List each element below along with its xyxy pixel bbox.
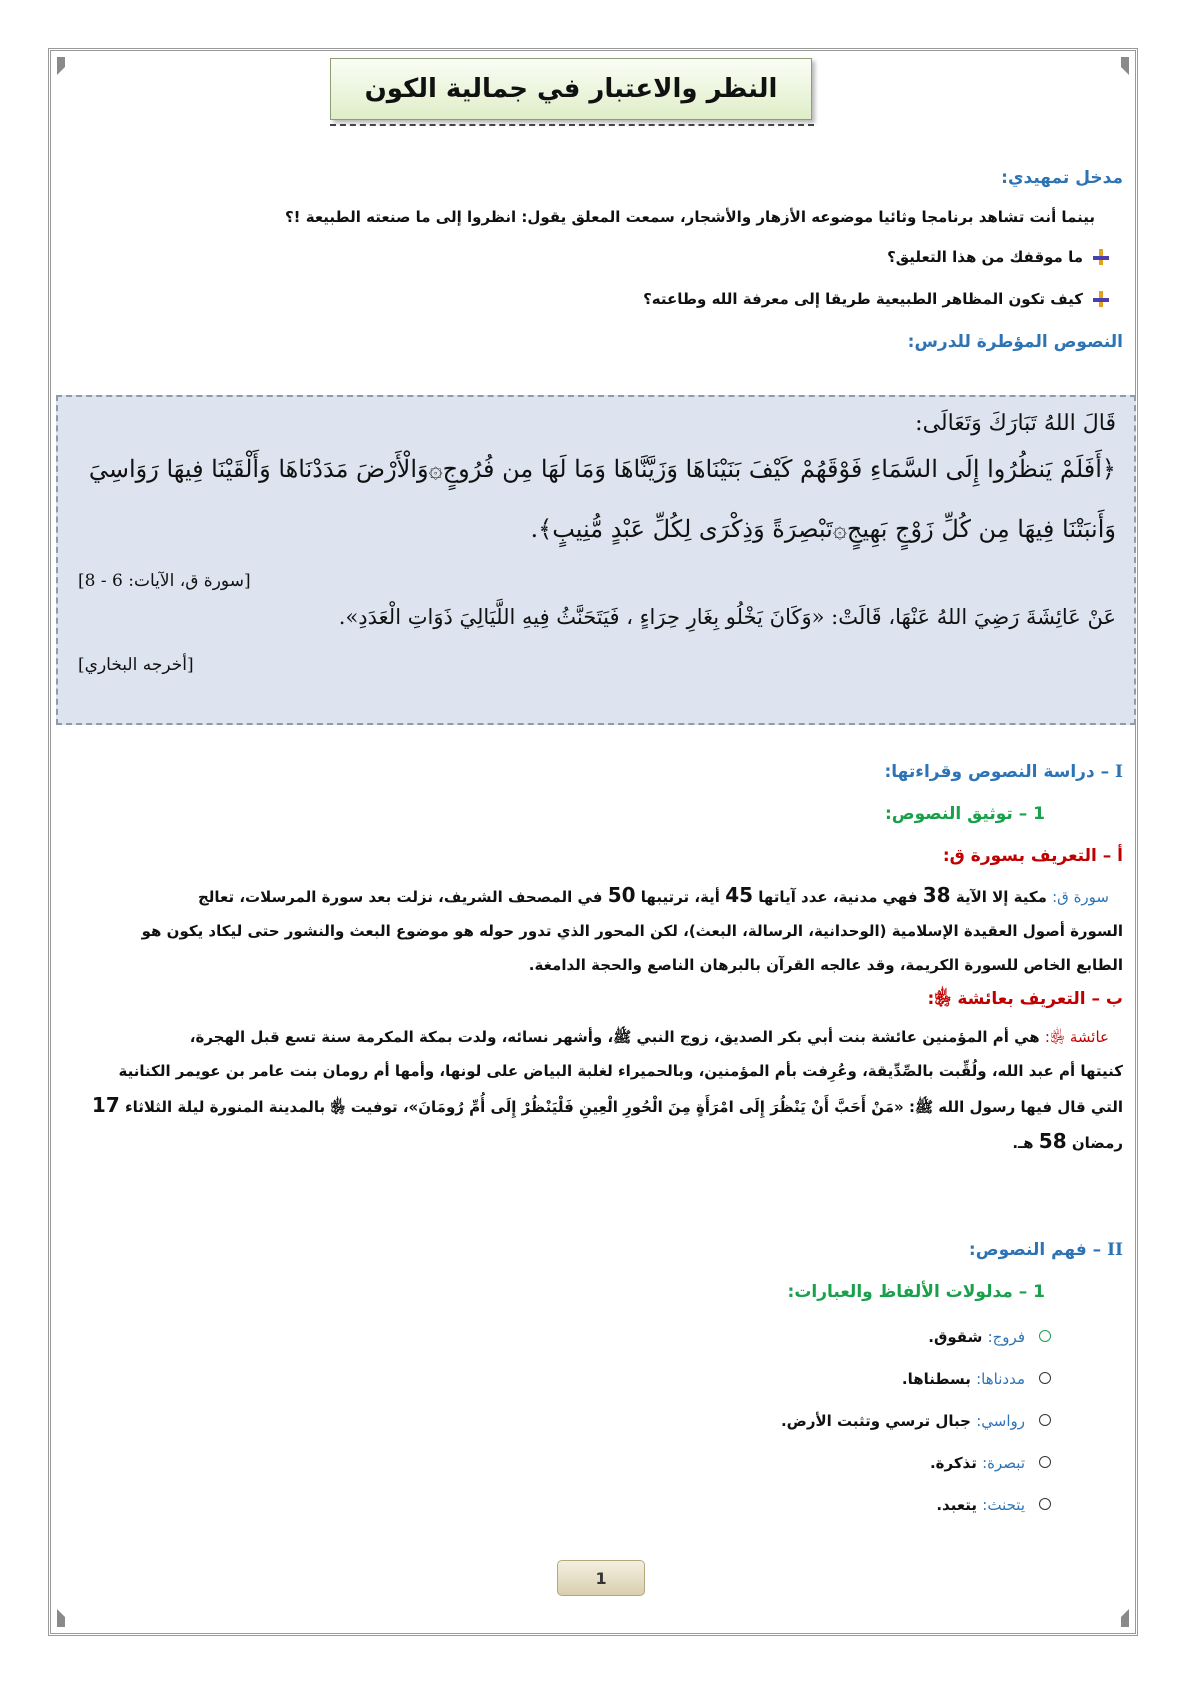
- intro-heading: مدخل تمهيدي:: [1001, 168, 1123, 188]
- verse-reference: [سورة ق، الآيات: 6 - 8]: [78, 571, 251, 591]
- aisha-heading: ب – التعريف بعائشة ﵂:: [927, 989, 1123, 1009]
- vocab-item: تبصرة: تذكرة.: [930, 1454, 1051, 1472]
- circle-bullet-icon: [1039, 1330, 1051, 1342]
- subsection-heading: 1 – توثيق النصوص:: [884, 804, 1045, 824]
- verse-line: ﴿أَفَلَمْ يَنظُرُوا إِلَى السَّمَاءِ فَوْقَهُمْ كَيْفَ بَنَيْنَاهَا وَزَيَّنَّاهَا وَمَا لَهَا مِن فُرُوجٍ۞وَالْأَرْضَ مَدَدْنَاهَا وَأَلْقَيْنَا فِيهَا رَوَاسِيَ: [88, 455, 1116, 483]
- verse-line: وَأَنبَتْنَا فِيهَا مِن كُلِّ زَوْجٍ بَهِيجٍ۞تَبْصِرَةً وَذِكْرَى لِكُلِّ عَبْدٍ مُّنِيبٍ﴾.: [530, 515, 1116, 543]
- intro-text: بينما أنت تشاهد برنامجا وثائيا موضوعه الأزهار والأشجار، سمعت المعلق يقول: انظروا إلى ما صنعته الطبيعة !؟: [284, 208, 1095, 226]
- frame-corner: [57, 57, 75, 75]
- page-frame: [48, 48, 1138, 1636]
- vocab-item: مددناها: بسطناها.: [902, 1370, 1051, 1388]
- circle-bullet-icon: [1039, 1372, 1051, 1384]
- vocab-item: رواسي: جبال ترسي وتثبت الأرض.: [781, 1412, 1051, 1430]
- page-number: 1: [557, 1560, 645, 1596]
- subsection-heading: 1 – مدلولات الألفاظ والعبارات:: [787, 1282, 1045, 1302]
- surah-paragraph: سورة ق: مكية إلا الآية 38 فهي مدنية، عدد آياتها 45 أية، ترتيبها 50 في المصحف الشريف، نزلت بعد سورة المرسلات، تعالج السورة أصول العقيدة الإسلامية (الوحدانية، الرسالة، البعث)، لكن المحور الذي تدور حوله هو موضوع البعث والنشور حتى ليكاد يكون هو الطابع الخاص للسورة الكريمة، وقد عالجه القرآن بالبرهان الناصع والحجة الدامغة.: [141, 883, 1123, 974]
- intro-question: ما موقفك من هذا التعليق؟: [887, 248, 1109, 266]
- texts-heading: النصوص المؤطرة للدرس:: [907, 332, 1123, 352]
- vocab-item: يتحنث: يتعبد.: [936, 1496, 1051, 1514]
- title-divider: [330, 124, 814, 126]
- frame-corner: [1111, 57, 1129, 75]
- hadith-reference: [أخرجه البخاري]: [78, 655, 194, 675]
- circle-bullet-icon: [1039, 1498, 1051, 1510]
- surah-heading: أ – التعريف بسورة ق:: [942, 846, 1123, 866]
- circle-bullet-icon: [1039, 1414, 1051, 1426]
- bullet-icon: [1093, 249, 1109, 265]
- vocab-item: فروج: شقوق.: [928, 1328, 1051, 1346]
- quote-opening: قَالَ اللهُ تَبَارَكَ وَتَعَالَى:: [915, 411, 1116, 436]
- circle-bullet-icon: [1039, 1456, 1051, 1468]
- hadith-text: عَنْ عَائِشَةَ رَضِيَ اللهُ عَنْهَا، قَالَتْ: «وَكَانَ يَخْلُو بِغَارِ حِرَاءٍ ، فَيَتَحَنَّثُ فِيهِ اللَّيَالِيَ ذَوَاتِ الْعَدَدِ».: [338, 605, 1116, 629]
- section-heading: II – فهم النصوص:: [968, 1240, 1123, 1260]
- bullet-icon: [1093, 291, 1109, 307]
- frame-corner: [57, 1609, 75, 1627]
- aisha-paragraph: عائشة ﵂: هي أم المؤمنين عائشة بنت أبي بكر الصديق، زوج النبي ﷺ، وأشهر نسائه، ولدت بمكة المكرمة سنة تسع قبل الهجرة، كنيتها أم عبد الله، ولُقِّبت بالصِّدِّيقة، وعُرِفت بأم المؤمنين، وبالحميراء لغلبة البياض على لونها، وأمها أم رومان بنت عامر بن عويمر الكنانية التي قال فيها رسول الله ﷺ: «مَنْ أَحَبَّ أَنْ يَنْظُرَ إِلَى امْرَأَةٍ مِنَ الْحُورِ الْعِينِ فَلْيَنْظُرْ إِلَى أُمِّ رُومَانَ»، توفيت ﵂ بالمدينة المنورة ليلة الثلاثاء 17 رمضان 58 هـ.: [91, 1028, 1123, 1153]
- intro-question: كيف تكون المظاهر الطبيعية طريقا إلى معرفة الله وطاعته؟: [643, 290, 1109, 308]
- framed-texts-box: [56, 395, 1136, 725]
- frame-corner: [1111, 1609, 1129, 1627]
- section-heading: I – دراسة النصوص وقراءتها:: [884, 762, 1123, 782]
- page-title: النظر والاعتبار في جمالية الكون: [330, 58, 812, 120]
